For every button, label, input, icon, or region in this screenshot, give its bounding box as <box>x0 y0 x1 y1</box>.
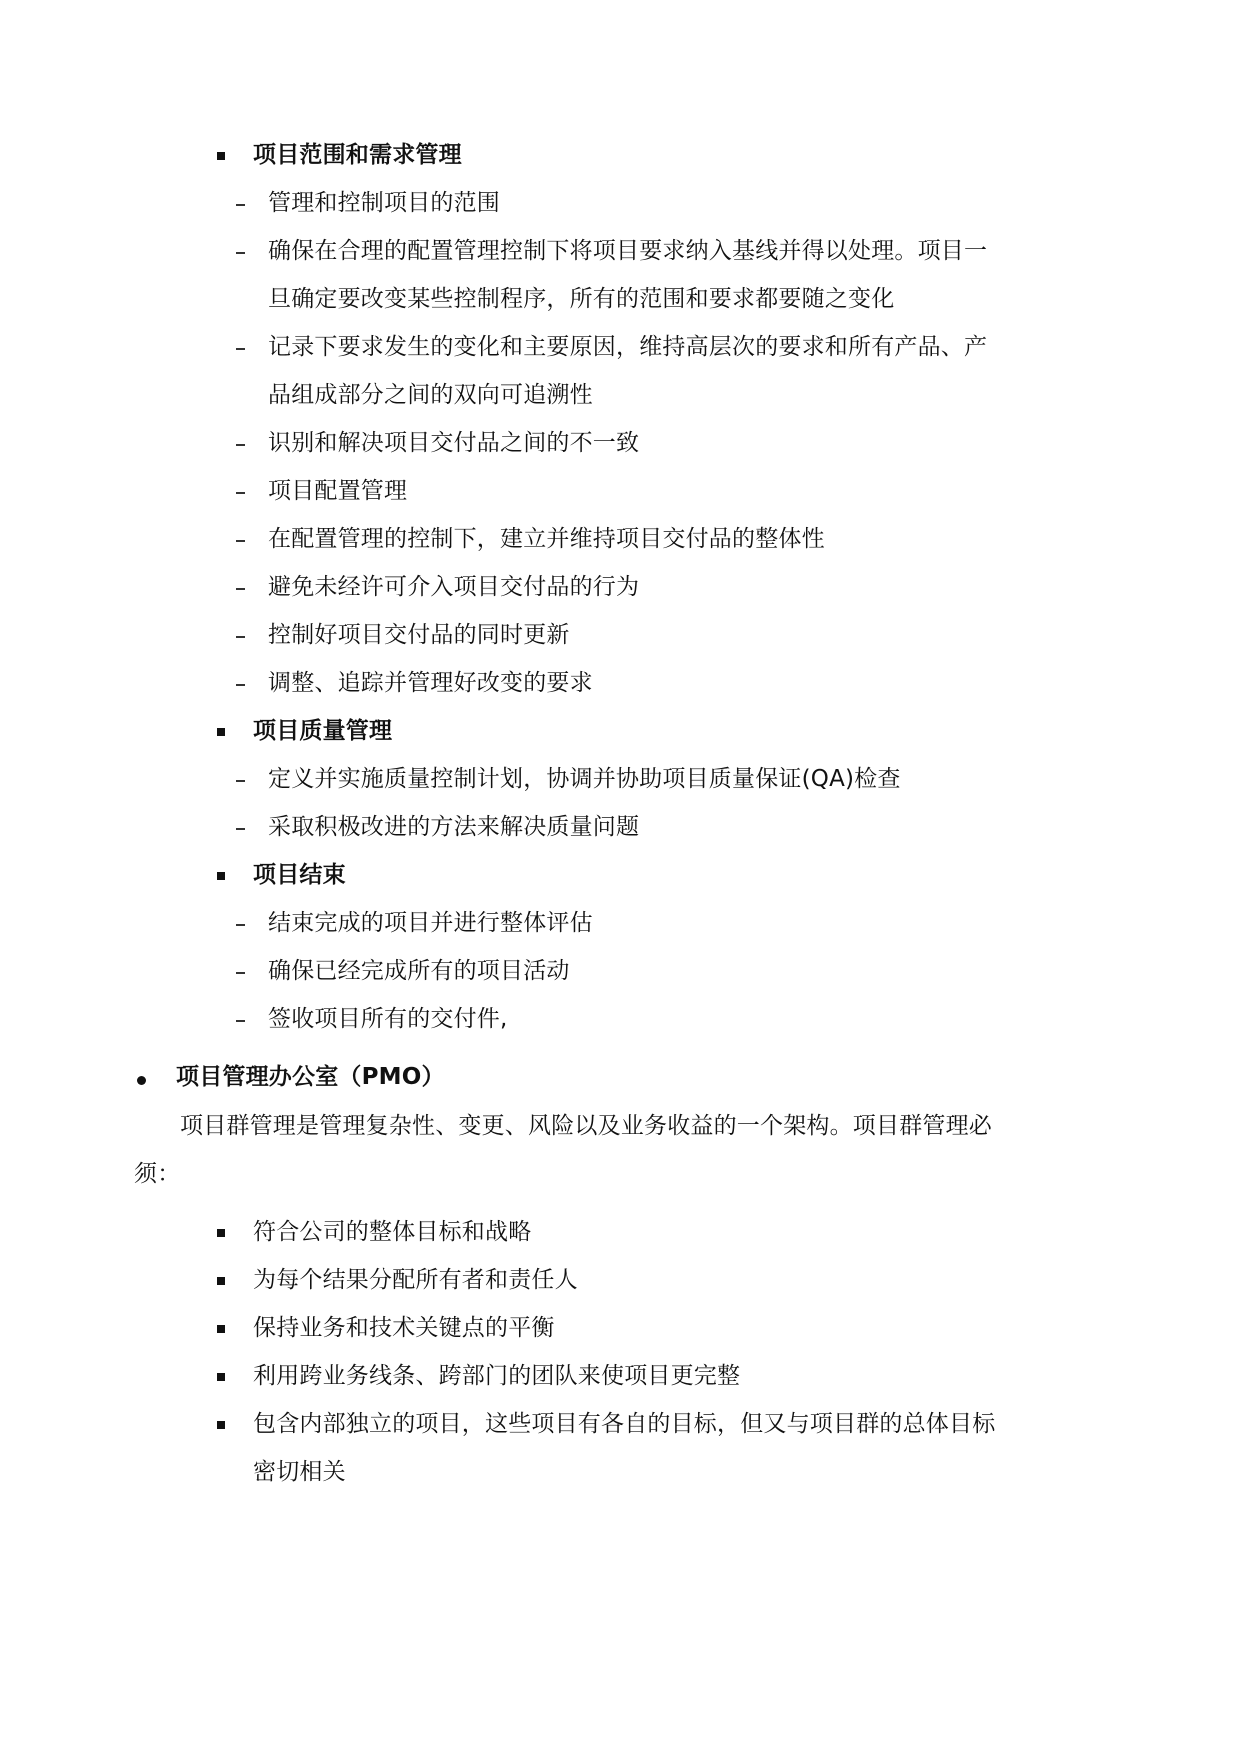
list-item: 识别和解决项目交付品之间的不一致 <box>268 430 640 456</box>
dash-bullet-icon <box>236 348 245 350</box>
square-bullet-icon <box>217 152 225 160</box>
list-item: 记录下要求发生的变化和主要原因，维持高层次的要求和所有产品、产 <box>268 334 988 360</box>
list-item: 项目配置管理 <box>268 478 408 504</box>
section-heading-quality: 项目质量管理 <box>253 718 393 744</box>
section-heading-closure: 项目结束 <box>253 862 346 888</box>
dash-bullet-icon <box>236 1020 245 1022</box>
paragraph-line: 项目群管理是管理复杂性、变更、风险以及业务收益的一个架构。项目群管理必 <box>180 1113 992 1139</box>
list-item-continuation: 密切相关 <box>253 1459 346 1485</box>
dash-bullet-icon <box>236 924 245 926</box>
list-item: 符合公司的整体目标和战略 <box>253 1219 532 1245</box>
list-item: 签收项目所有的交付件, <box>268 1006 508 1032</box>
square-bullet-icon <box>217 872 225 880</box>
list-item: 避免未经许可介入项目交付品的行为 <box>268 574 640 600</box>
round-bullet-icon <box>137 1076 146 1085</box>
list-item: 确保已经完成所有的项目活动 <box>268 958 570 984</box>
square-bullet-icon <box>217 1421 225 1429</box>
square-bullet-icon <box>217 1373 225 1381</box>
dash-bullet-icon <box>236 204 245 206</box>
dash-bullet-icon <box>236 828 245 830</box>
dash-bullet-icon <box>236 444 245 446</box>
list-item: 采取积极改进的方法来解决质量问题 <box>268 814 640 840</box>
dash-bullet-icon <box>236 684 245 686</box>
square-bullet-icon <box>217 1229 225 1237</box>
list-item-continuation: 品组成部分之间的双向可追溯性 <box>268 382 593 408</box>
list-item: 调整、追踪并管理好改变的要求 <box>268 670 593 696</box>
list-item: 保持业务和技术关键点的平衡 <box>253 1315 555 1341</box>
dash-bullet-icon <box>236 252 245 254</box>
list-item: 管理和控制项目的范围 <box>268 190 500 216</box>
square-bullet-icon <box>217 728 225 736</box>
list-item: 控制好项目交付品的同时更新 <box>268 622 570 648</box>
section-heading-scope: 项目范围和需求管理 <box>253 142 462 168</box>
list-item: 利用跨业务线条、跨部门的团队来使项目更完整 <box>253 1363 741 1389</box>
paragraph-line: 须： <box>134 1161 181 1187</box>
list-item: 定义并实施质量控制计划，协调并协助项目质量保证(QA)检查 <box>268 766 901 792</box>
square-bullet-icon <box>217 1277 225 1285</box>
list-item: 确保在合理的配置管理控制下将项目要求纳入基线并得以处理。项目一 <box>268 238 988 264</box>
dash-bullet-icon <box>236 540 245 542</box>
list-item-continuation: 旦确定要改变某些控制程序，所有的范围和要求都要随之变化 <box>268 286 895 312</box>
dash-bullet-icon <box>236 972 245 974</box>
list-item: 为每个结果分配所有者和责任人 <box>253 1267 578 1293</box>
dash-bullet-icon <box>236 636 245 638</box>
square-bullet-icon <box>217 1325 225 1333</box>
dash-bullet-icon <box>236 588 245 590</box>
section-heading-pmo: 项目管理办公室（PMO） <box>176 1064 445 1090</box>
list-item: 在配置管理的控制下，建立并维持项目交付品的整体性 <box>268 526 825 552</box>
list-item: 包含内部独立的项目，这些项目有各自的目标，但又与项目群的总体目标 <box>253 1411 996 1437</box>
dash-bullet-icon <box>236 780 245 782</box>
list-item: 结束完成的项目并进行整体评估 <box>268 910 593 936</box>
dash-bullet-icon <box>236 492 245 494</box>
